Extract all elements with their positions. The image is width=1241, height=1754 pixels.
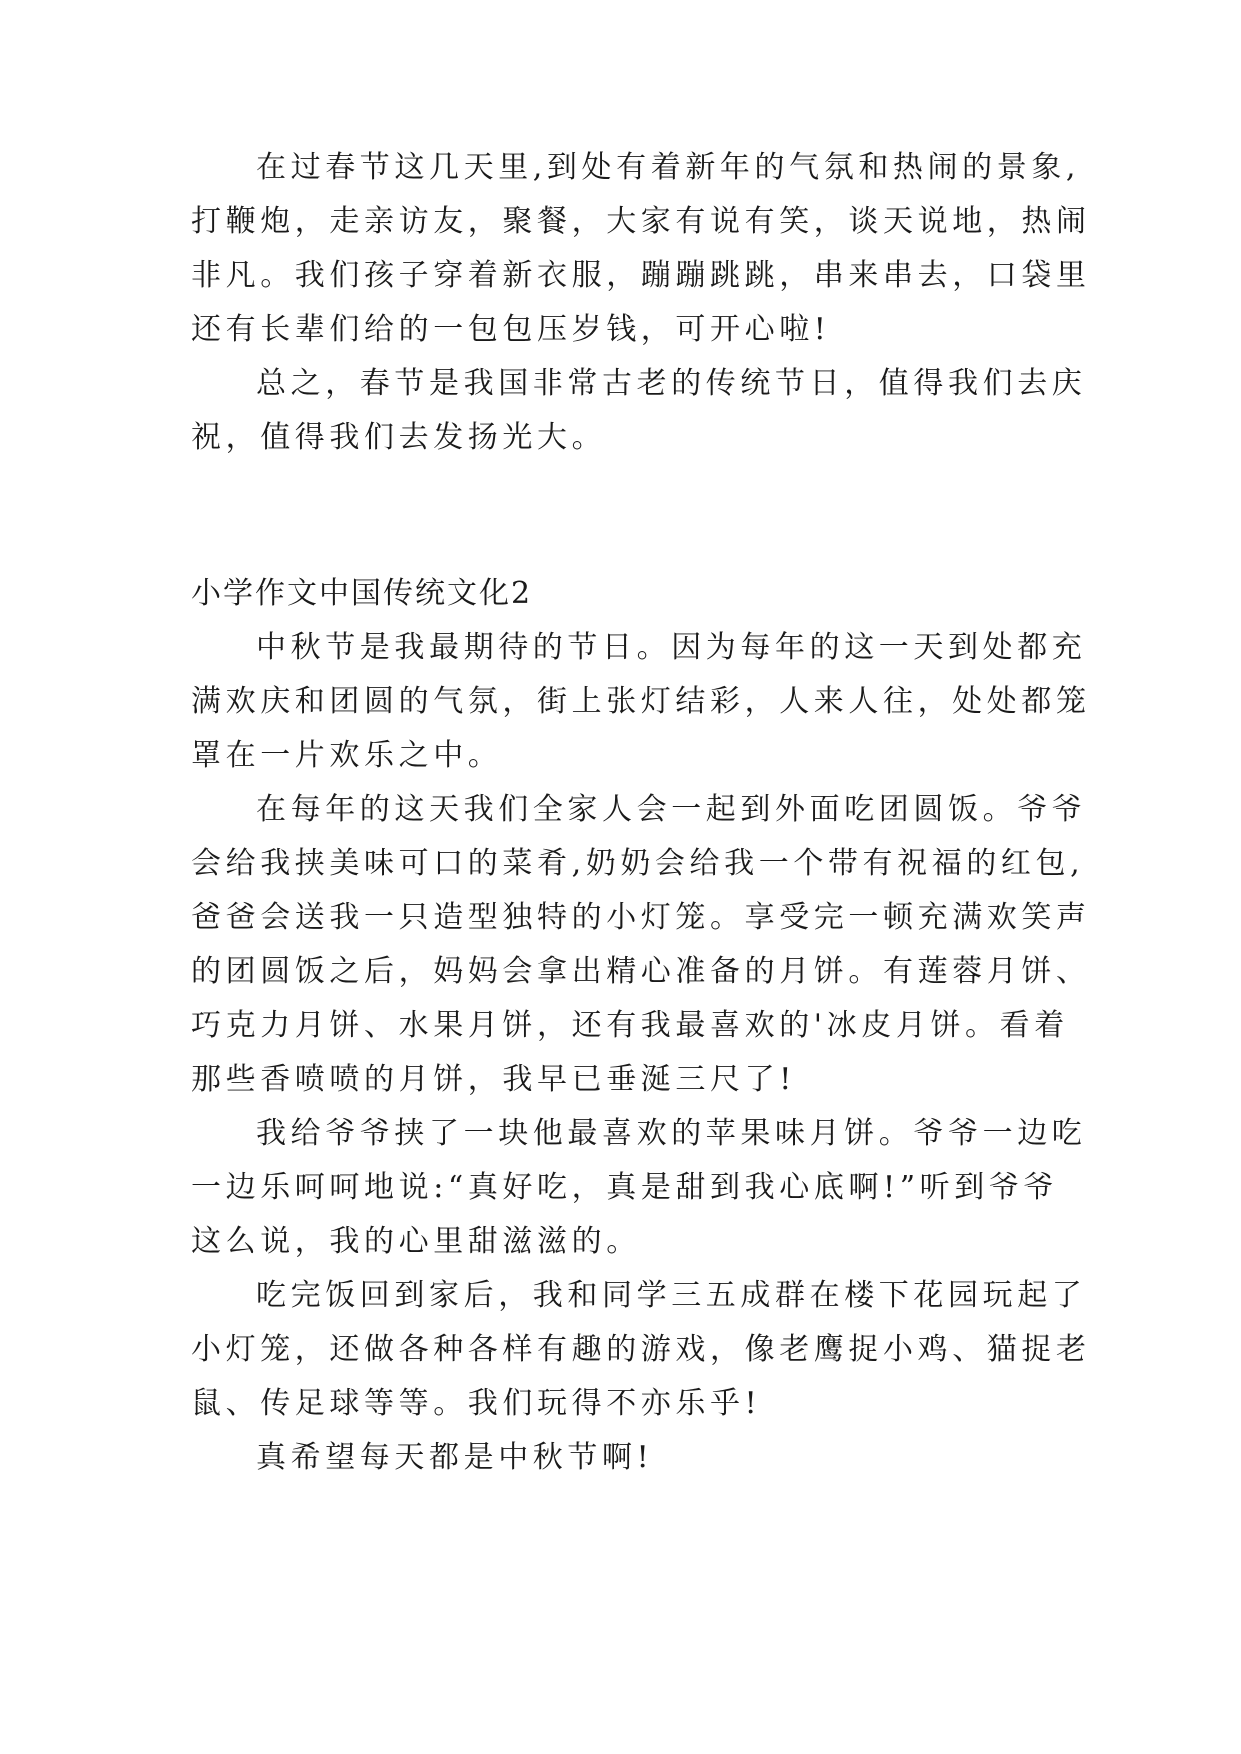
paragraph-line: 祝，值得我们去发扬光大。 [191, 420, 607, 455]
paragraph-line: 小灯笼，还做各种各样有趣的游戏，像老鹰捉小鸡、猫捉老 [191, 1332, 1091, 1367]
paragraph-line: 会给我挟美味可口的菜肴,奶奶会给我一个带有祝福的红包, [191, 846, 1085, 881]
paragraph-line: 中秋节是我最期待的节日。因为每年的这一天到处都充 [256, 630, 1087, 665]
paragraph-line: 我给爷爷挟了一块他最喜欢的苹果味月饼。爷爷一边吃 [256, 1116, 1087, 1151]
section-heading: 小学作文中国传统文化2 [191, 576, 533, 611]
paragraph-line: 满欢庆和团圆的气氛，街上张灯结彩，人来人往，处处都笼 [191, 684, 1091, 719]
paragraph-line: 一边乐呵呵地说:“真好吃，真是甜到我心底啊!”听到爷爷 [191, 1170, 1059, 1205]
paragraph-line: 爸爸会送我一只造型独特的小灯笼。享受完一顿充满欢笑声 [191, 900, 1091, 935]
paragraph-line: 罩在一片欢乐之中。 [191, 738, 503, 773]
paragraph-line: 那些香喷喷的月饼，我早已垂涎三尺了! [191, 1062, 796, 1097]
paragraph-line: 在过春节这几天里,到处有着新年的气氛和热闹的景象, [256, 150, 1081, 185]
paragraph-line: 还有长辈们给的一包包压岁钱，可开心啦! [191, 312, 831, 347]
paragraph-line: 这么说，我的心里甜滋滋的。 [191, 1224, 641, 1259]
paragraph-line: 巧克力月饼、水果月饼，还有我最喜欢的'冰皮月饼。看着 [191, 1008, 1069, 1043]
paragraph-line: 非凡。我们孩子穿着新衣服，蹦蹦跳跳，串来串去，口袋里 [191, 258, 1091, 293]
paragraph-line: 的团圆饭之后，妈妈会拿出精心准备的月饼。有莲蓉月饼、 [191, 954, 1091, 989]
paragraph-line: 真希望每天都是中秋节啊! [256, 1440, 654, 1475]
paragraph-line: 打鞭炮，走亲访友，聚餐，大家有说有笑，谈天说地，热闹 [191, 204, 1091, 239]
paragraph-line: 总之，春节是我国非常古老的传统节日，值得我们去庆 [256, 366, 1087, 401]
paragraph-line: 在每年的这天我们全家人会一起到外面吃团圆饭。爷爷 [256, 792, 1087, 827]
paragraph-line: 吃完饭回到家后，我和同学三五成群在楼下花园玩起了 [256, 1278, 1087, 1313]
paragraph-line: 鼠、传足球等等。我们玩得不亦乐乎! [191, 1386, 762, 1421]
